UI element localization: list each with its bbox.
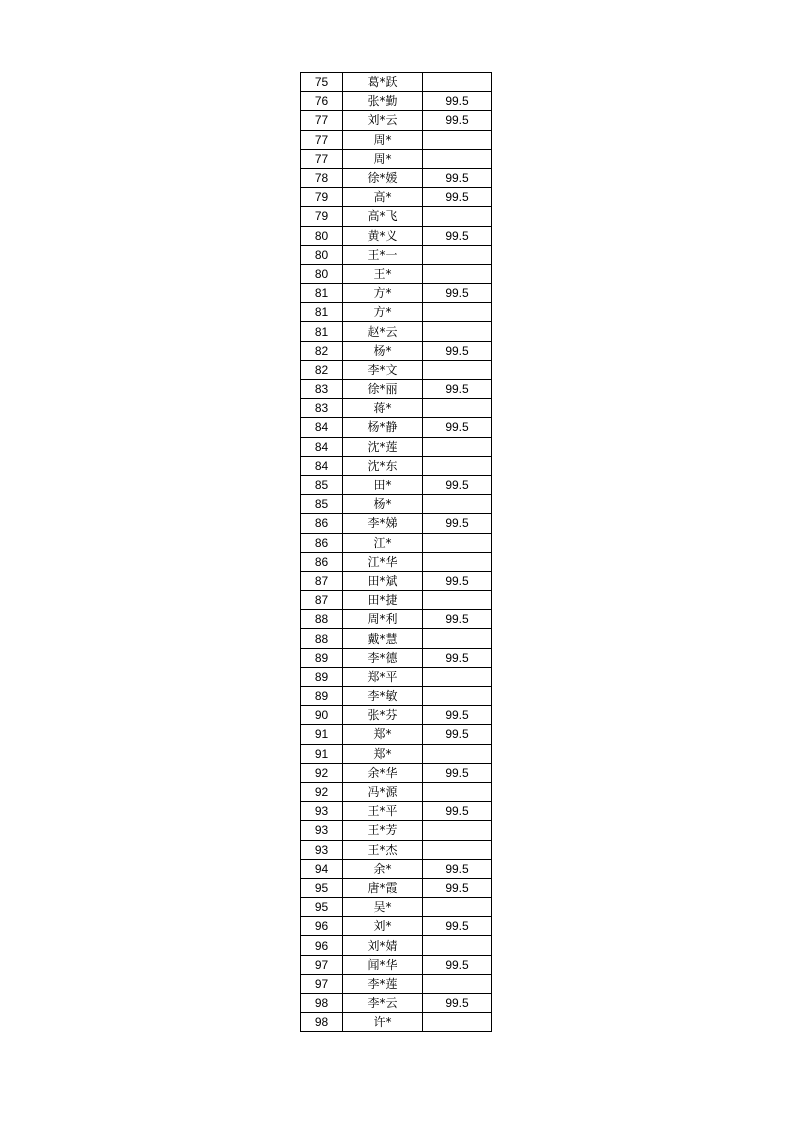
score-cell: 99.5 [423,763,492,782]
score-cell [423,552,492,571]
rank-cell: 86 [301,552,343,571]
table-row [301,725,492,744]
table-row [301,188,492,207]
table-row [301,763,492,782]
name-cell: 高*飞 [343,207,423,226]
rank-cell: 77 [301,111,343,130]
name-cell: 周* [343,130,423,149]
score-cell [423,840,492,859]
rank-cell: 89 [301,687,343,706]
name-cell: 杨* [343,495,423,514]
table-row [301,533,492,552]
name-cell: 闻*华 [343,955,423,974]
name-cell: 沈*莲 [343,437,423,456]
rank-cell: 87 [301,591,343,610]
score-cell [423,782,492,801]
score-cell [423,1013,492,1032]
name-cell: 田*捷 [343,591,423,610]
rank-cell: 76 [301,92,343,111]
table-row [301,571,492,590]
rank-cell: 88 [301,610,343,629]
score-cell: 99.5 [423,418,492,437]
rank-cell: 98 [301,994,343,1013]
spreadsheet-page [300,72,492,1032]
score-cell: 99.5 [423,802,492,821]
score-cell: 99.5 [423,284,492,303]
score-cell: 99.5 [423,859,492,878]
score-cell [423,437,492,456]
name-cell: 赵*云 [343,322,423,341]
score-cell: 99.5 [423,610,492,629]
rank-cell: 89 [301,667,343,686]
rank-cell: 77 [301,130,343,149]
score-cell [423,821,492,840]
table-body [301,73,492,1032]
score-cell [423,898,492,917]
table-row [301,456,492,475]
score-cell [423,667,492,686]
rank-cell: 81 [301,284,343,303]
table-row [301,495,492,514]
table-row [301,802,492,821]
name-cell: 李*文 [343,360,423,379]
name-cell: 郑*平 [343,667,423,686]
score-cell [423,629,492,648]
table-row [301,936,492,955]
name-cell: 方* [343,303,423,322]
name-cell: 李*莲 [343,974,423,993]
table-row [301,475,492,494]
rank-cell: 94 [301,859,343,878]
rank-cell: 92 [301,763,343,782]
score-cell [423,73,492,92]
name-cell: 李*娣 [343,514,423,533]
name-cell: 刘*婧 [343,936,423,955]
table-row [301,73,492,92]
rank-cell: 84 [301,437,343,456]
name-cell: 李*云 [343,994,423,1013]
rank-cell: 83 [301,380,343,399]
score-cell: 99.5 [423,571,492,590]
name-cell: 张*芬 [343,706,423,725]
name-cell: 杨* [343,341,423,360]
name-cell: 杨*静 [343,418,423,437]
rank-cell: 82 [301,360,343,379]
table-row [301,399,492,418]
table-row [301,514,492,533]
name-cell: 余* [343,859,423,878]
score-cell [423,207,492,226]
name-cell: 李*敏 [343,687,423,706]
table-row [301,1013,492,1032]
score-cell [423,149,492,168]
rank-cell: 81 [301,322,343,341]
rank-cell: 88 [301,629,343,648]
rank-cell: 80 [301,245,343,264]
score-cell [423,687,492,706]
rank-cell: 98 [301,1013,343,1032]
table-row [301,898,492,917]
name-cell: 徐*丽 [343,380,423,399]
name-cell: 江* [343,533,423,552]
rank-cell: 82 [301,341,343,360]
rank-cell: 79 [301,207,343,226]
rank-cell: 77 [301,149,343,168]
table-row [301,111,492,130]
rank-cell: 86 [301,533,343,552]
rank-cell: 81 [301,303,343,322]
score-cell [423,264,492,283]
name-cell: 周* [343,149,423,168]
rank-cell: 85 [301,475,343,494]
name-cell: 蒋* [343,399,423,418]
score-cell: 99.5 [423,706,492,725]
table-row [301,648,492,667]
score-cell: 99.5 [423,226,492,245]
name-cell: 江*华 [343,552,423,571]
rank-cell: 78 [301,168,343,187]
rank-cell: 80 [301,264,343,283]
table-row [301,284,492,303]
name-cell: 葛*跃 [343,73,423,92]
rank-cell: 96 [301,917,343,936]
name-cell: 吴* [343,898,423,917]
table-row [301,840,492,859]
score-cell [423,744,492,763]
table-row [301,130,492,149]
table-row [301,610,492,629]
table-row [301,591,492,610]
table-row [301,418,492,437]
table-row [301,687,492,706]
score-cell: 99.5 [423,380,492,399]
table-row [301,207,492,226]
score-cell: 99.5 [423,648,492,667]
name-cell: 方* [343,284,423,303]
score-cell [423,533,492,552]
table-row [301,706,492,725]
score-cell [423,936,492,955]
table-row [301,245,492,264]
table-row [301,974,492,993]
name-cell: 沈*东 [343,456,423,475]
rank-cell: 84 [301,418,343,437]
score-cell [423,399,492,418]
score-cell: 99.5 [423,955,492,974]
rank-cell: 89 [301,648,343,667]
table-row [301,955,492,974]
score-cell: 99.5 [423,514,492,533]
table-row [301,92,492,111]
rank-cell: 95 [301,878,343,897]
name-cell: 唐*霞 [343,878,423,897]
name-cell: 李*德 [343,648,423,667]
name-cell: 王*一 [343,245,423,264]
rank-cell: 97 [301,955,343,974]
name-cell: 戴*慧 [343,629,423,648]
score-cell [423,360,492,379]
table-row [301,341,492,360]
rank-cell: 92 [301,782,343,801]
score-cell: 99.5 [423,475,492,494]
rank-cell: 84 [301,456,343,475]
score-cell [423,974,492,993]
rank-cell: 97 [301,974,343,993]
name-cell: 余*华 [343,763,423,782]
table-row [301,437,492,456]
table-row [301,859,492,878]
name-cell: 张*勤 [343,92,423,111]
table-row [301,878,492,897]
table-row [301,303,492,322]
score-cell [423,130,492,149]
name-cell: 田* [343,475,423,494]
name-cell: 刘* [343,917,423,936]
score-cell: 99.5 [423,994,492,1013]
ranking-table [300,72,492,1032]
table-row [301,782,492,801]
table-row [301,552,492,571]
table-row [301,994,492,1013]
score-cell [423,456,492,475]
score-cell: 99.5 [423,168,492,187]
score-cell: 99.5 [423,878,492,897]
table-row [301,917,492,936]
score-cell: 99.5 [423,92,492,111]
table-row [301,667,492,686]
name-cell: 徐*媛 [343,168,423,187]
table-row [301,264,492,283]
name-cell: 高* [343,188,423,207]
rank-cell: 93 [301,821,343,840]
table-row [301,360,492,379]
rank-cell: 83 [301,399,343,418]
rank-cell: 87 [301,571,343,590]
name-cell: 王*杰 [343,840,423,859]
score-cell: 99.5 [423,725,492,744]
table-row [301,821,492,840]
rank-cell: 86 [301,514,343,533]
name-cell: 郑* [343,725,423,744]
name-cell: 刘*云 [343,111,423,130]
table-row [301,744,492,763]
score-cell: 99.5 [423,111,492,130]
name-cell: 许* [343,1013,423,1032]
score-cell: 99.5 [423,188,492,207]
score-cell [423,303,492,322]
table-row [301,322,492,341]
table-row [301,168,492,187]
rank-cell: 91 [301,725,343,744]
name-cell: 郑* [343,744,423,763]
score-cell: 99.5 [423,341,492,360]
rank-cell: 79 [301,188,343,207]
score-cell [423,591,492,610]
table-row [301,380,492,399]
name-cell: 王*平 [343,802,423,821]
table-row [301,226,492,245]
rank-cell: 91 [301,744,343,763]
rank-cell: 85 [301,495,343,514]
name-cell: 田*斌 [343,571,423,590]
rank-cell: 95 [301,898,343,917]
name-cell: 冯*源 [343,782,423,801]
rank-cell: 75 [301,73,343,92]
rank-cell: 80 [301,226,343,245]
table-row [301,149,492,168]
rank-cell: 90 [301,706,343,725]
score-cell [423,245,492,264]
score-cell [423,322,492,341]
name-cell: 黄*义 [343,226,423,245]
rank-cell: 96 [301,936,343,955]
table-row [301,629,492,648]
rank-cell: 93 [301,840,343,859]
name-cell: 王*芳 [343,821,423,840]
score-cell [423,495,492,514]
score-cell: 99.5 [423,917,492,936]
name-cell: 王* [343,264,423,283]
rank-cell: 93 [301,802,343,821]
name-cell: 周*利 [343,610,423,629]
